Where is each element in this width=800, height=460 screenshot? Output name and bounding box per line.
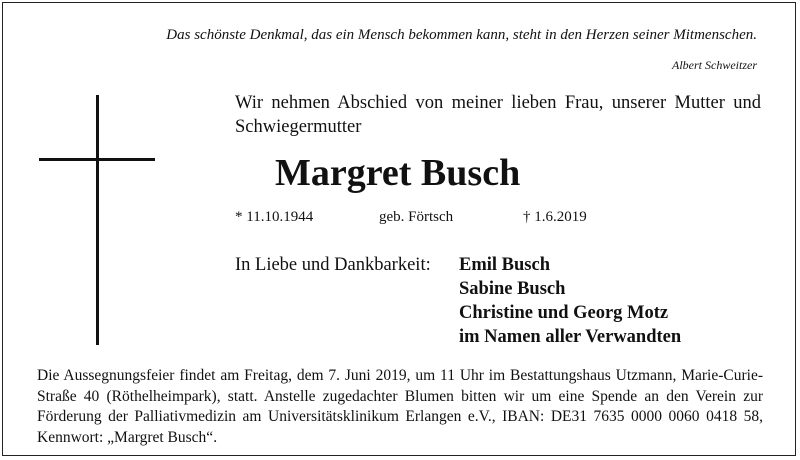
mourner-name: im Namen aller Verwandten <box>459 327 682 347</box>
intro-text: Wir nehmen Abschied von meiner lieben Frau, unserer Mutter und Schwiegermutter <box>235 93 761 137</box>
mourner-name: Christine und Georg Motz <box>459 303 669 323</box>
mourners-label: In Liebe und Dankbarkeit: <box>235 255 431 275</box>
quote-text: Das schönste Denkmal, das ein Mensch bekommen kann, steht in den Herzen seiner Mitmenschen. <box>166 27 757 43</box>
maiden-name: geb. Förtsch <box>379 209 454 225</box>
cross-horizontal-bar <box>39 158 155 161</box>
deceased-name: Margret Busch <box>275 152 521 194</box>
service-details: Die Aussegnungsfeier findet am Freitag, dem 7. Juni 2019, um 11 Uhr im Bestattungshaus Utzmann, Marie-Curie-Straße 40 (Röthelheimpark), statt. Anstelle zugedachter Blumen bitten wir um eine Spende an den Verein zur Förderung der Palliativmedizin am Universitätsklinikum Erlangen e.V., IBAN: DE31 7635 0000 0060 0418 58, Kennwort: „Margret Busch“. <box>37 367 763 446</box>
mourners-list <box>459 253 681 349</box>
birth-date: * 11.10.1944 <box>235 209 314 225</box>
mourner-name: Sabine Busch <box>459 279 566 299</box>
mourner-name: Emil Busch <box>459 255 550 275</box>
obituary-frame <box>2 2 796 456</box>
death-date: † 1.6.2019 <box>523 209 587 225</box>
cross-vertical-bar <box>96 95 99 345</box>
quote-author: Albert Schweitzer <box>672 58 757 72</box>
